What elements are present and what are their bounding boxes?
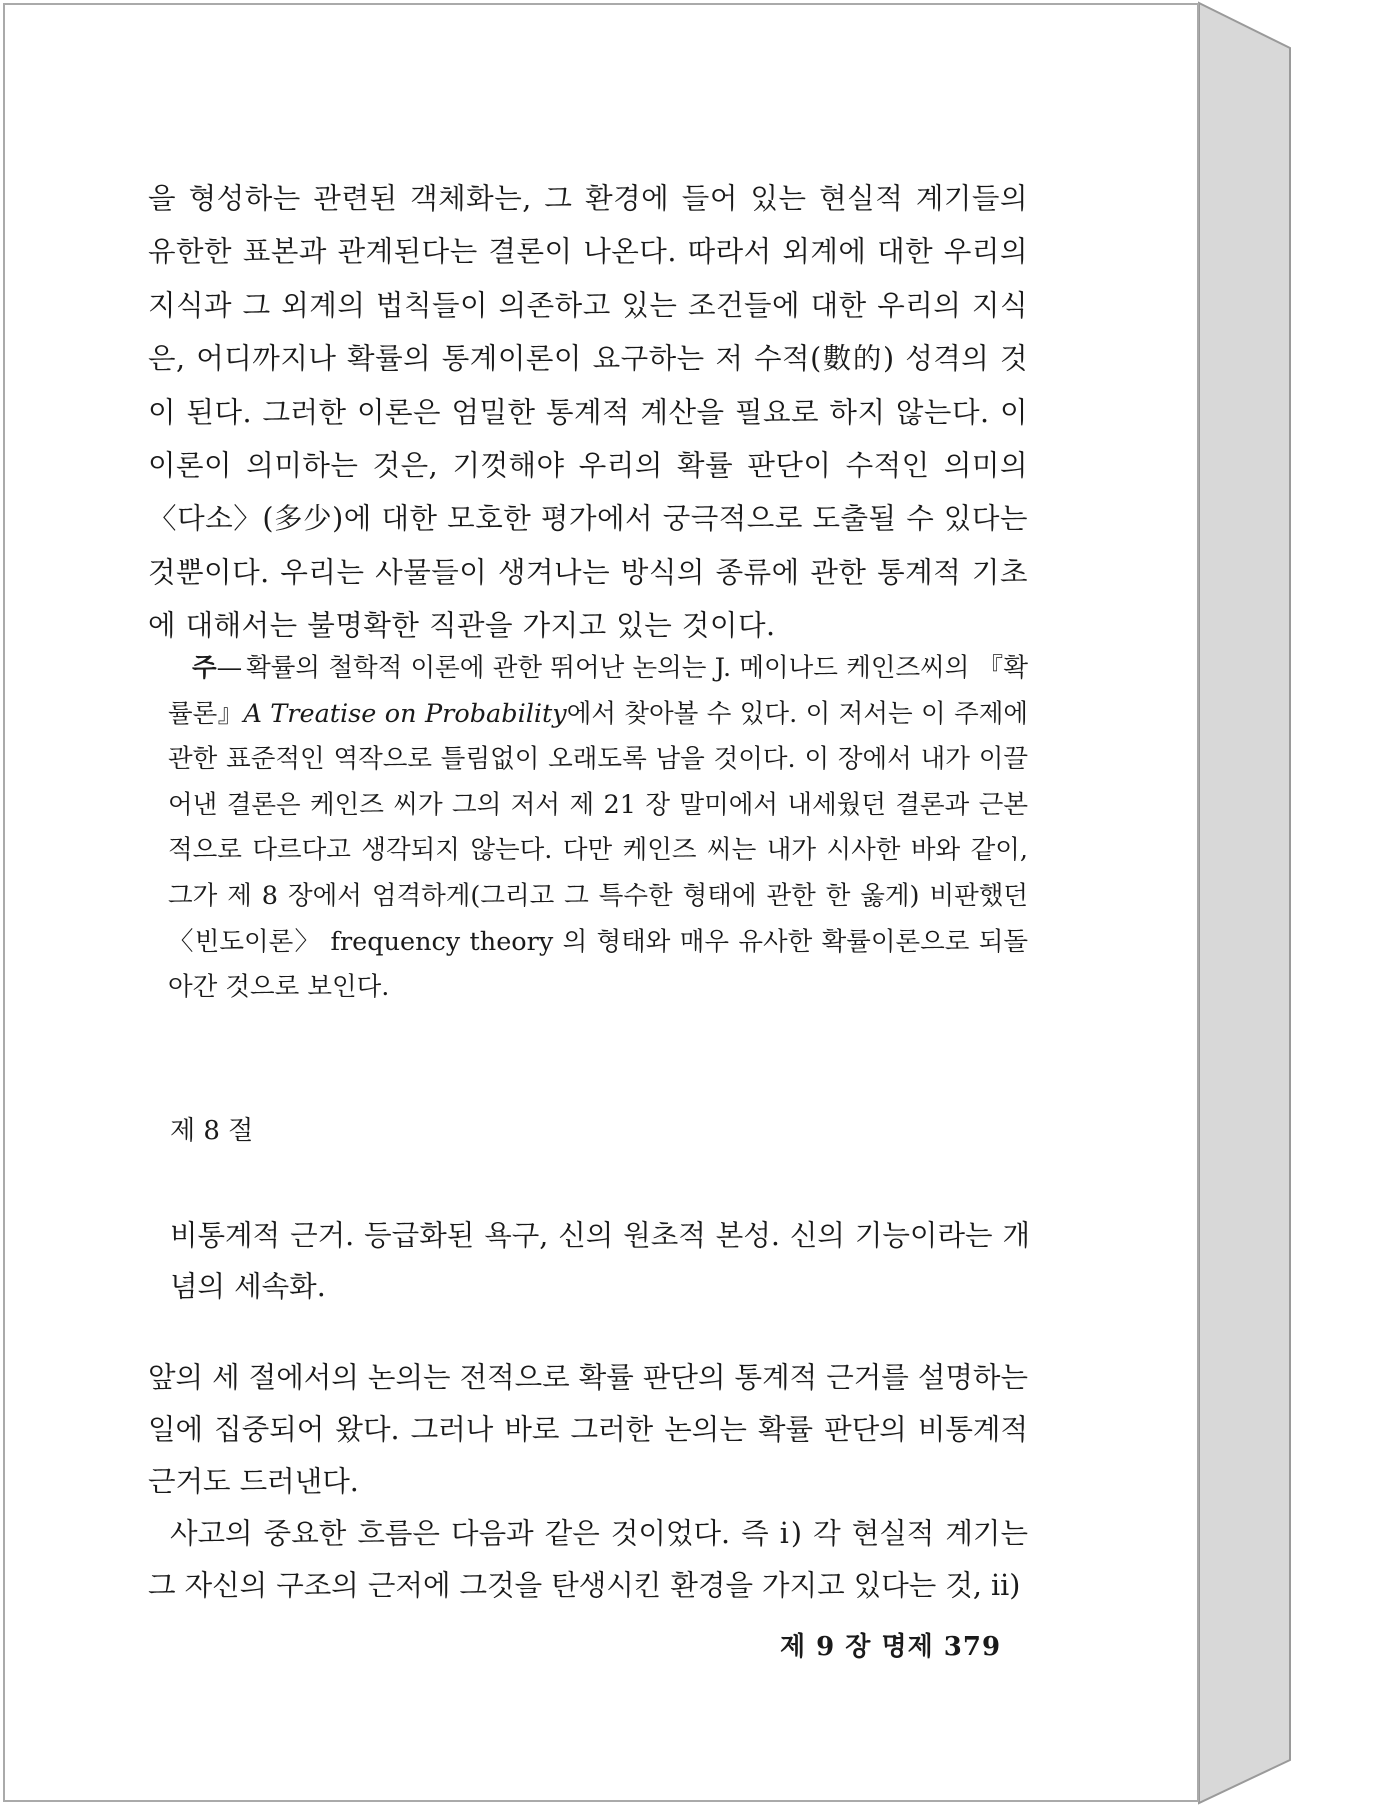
- section-title: 비통계적 근거. 등급화된 욕구, 신의 원초적 본성. 신의 기능이라는 개념의 세속화.: [170, 1219, 1030, 1303]
- book-spine-face: [1199, 3, 1290, 1803]
- page-footer: 제 9 장 명제 379: [780, 1632, 1002, 1662]
- body-text-block: [148, 1352, 1028, 1612]
- footnote-paragraph: [168, 646, 1028, 1011]
- footnote-block: [168, 646, 1028, 1011]
- footnote-text-part1: 확률의 철학적 이론에 관한 뛰어난 논의는 J. 메이나드 케인즈씨의 『확률론』: [168, 653, 1028, 729]
- footnote-text-part2: 에서 찾아볼 수 있다. 이 저서는 이 주제에 관한 표준적인 역작으로 틀림없이 오래도록 남을 것이다. 이 장에서 내가 이끌어낸 결론은 케인즈 씨가 그의 저서 제 21 장 말미에서 내세웠던 결론과 근본적으로 다르다고 생각되지 않는다. 다만 케인즈 씨는 내가 시사한 바와 같이, 그가 제 8 장에서 엄격하게(그리고 그 특수한 형태에 관한 한 옳게) 비판했던 〈빈도이론〉 frequency theory 의 형태와 매우 유사한 확률이론으로 되돌아간 것으로 보인다.: [168, 698, 1028, 1003]
- section-number: 제 8 절: [170, 1116, 254, 1146]
- footnote-dash: —: [216, 653, 243, 683]
- main-paragraph-block: [148, 172, 1028, 653]
- body-paragraph-2: 사고의 중요한 흐름은 다음과 같은 것이었다. 즉 ⅰ) 각 현실적 계기는 그 자신의 구조의 근저에 그것을 탄생시킨 환경을 가지고 있다는 것, ⅱ): [148, 1517, 1028, 1602]
- footnote-label: 주: [192, 653, 217, 683]
- main-paragraph: 을 형성하는 관련된 객체화는, 그 환경에 들어 있는 현실적 계기들의 유한한 표본과 관계된다는 결론이 나온다. 따라서 외계에 대한 우리의 지식과 그 외계의 법칙들이 의존하고 있는 조건들에 대한 우리의 지식은, 어디까지나 확률의 통계이론이 요구하는 저 수적(數的) 성격의 것이 된다. 그러한 이론은 엄밀한 통계적 계산을 필요로 하지 않는다. 이 이론이 의미하는 것은, 기껏해야 우리의 확률 판단이 수적인 의미의 〈다소〉(多少)에 대한 모호한 평가에서 궁극적으로 도출될 수 있다는 것뿐이다. 우리는 사물들이 생겨나는 방식의 종류에 관한 통계적 기초에 대해서는 불명확한 직관을 가지고 있는 것이다.: [148, 182, 1028, 643]
- footnote-book-title: A Treatise on Probability: [243, 698, 567, 729]
- section-title-block: [170, 1210, 1030, 1312]
- body-paragraph-1: 앞의 세 절에서의 논의는 전적으로 확률 판단의 통계적 근거를 설명하는 일에 집중되어 왔다. 그러나 바로 그러한 논의는 확률 판단의 비통계적 근거도 드러낸다.: [148, 1361, 1028, 1498]
